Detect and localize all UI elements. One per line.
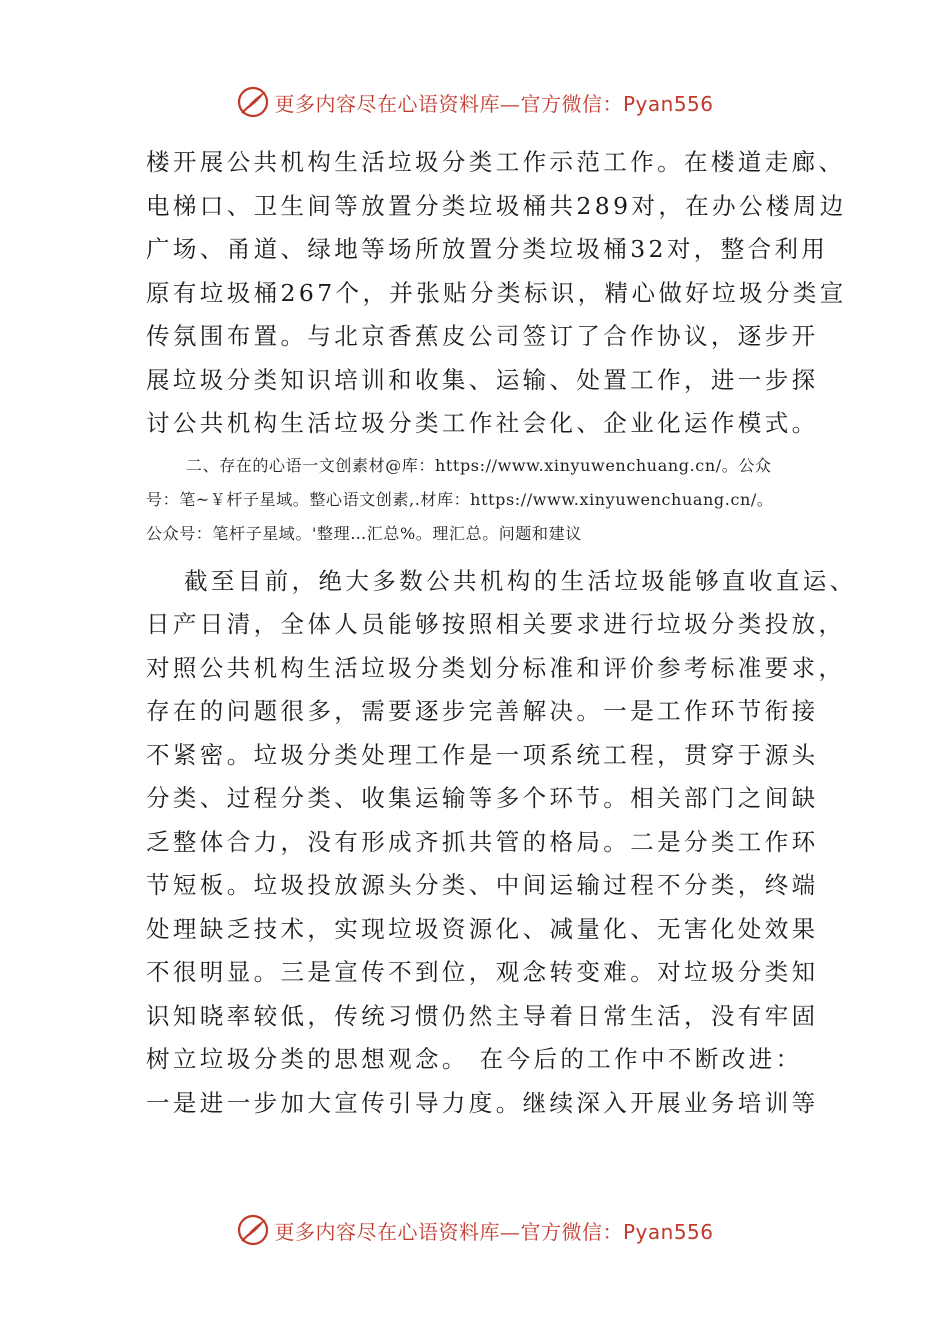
text-line: 不紧密。垃圾分类处理工作是一项系统工程，贯穿于源头: [146, 741, 819, 769]
banner-text: 更多内容尽在心语资料库—官方微信：Pyan556: [274, 1219, 714, 1244]
text-line: 展垃圾分类知识培训和收集、运输、处置工作，进一步探: [146, 366, 819, 394]
wechat-id: Pyan556: [622, 91, 714, 116]
text-line: 识知晓率较低，传统习惯仍然主导着日常生活，没有牢固: [146, 1002, 819, 1030]
quill-logo-icon: [236, 1213, 270, 1247]
text-line: 传氛围布置。与北京香蕉皮公司签订了合作协议，逐步开: [146, 322, 819, 350]
footer-banner: [0, 1212, 950, 1248]
text-line: 一是进一步加大宣传引导力度。继续深入开展业务培训等: [146, 1089, 819, 1117]
text-line: 原有垃圾桶267个，并张贴分类标识，精心做好垃圾分类宣: [146, 279, 847, 307]
text-line: 处理缺乏技术，实现垃圾资源化、减量化、无害化处效果: [146, 915, 819, 943]
text-line: 节短板。垃圾投放源头分类、中间运输过程不分类，终端: [146, 871, 819, 899]
text-line: 电梯口、卫生间等放置分类垃圾桶共289对，在办公楼周边: [146, 192, 847, 220]
text-line: 不很明显。三是宣传不到位，观念转变难。对垃圾分类知: [146, 958, 819, 986]
header-banner: [0, 84, 950, 120]
banner-text: 更多内容尽在心语资料库—官方微信：Pyan556: [274, 91, 714, 116]
text-line: 广场、甬道、绿地等场所放置分类垃圾桶32对，整合利用: [146, 235, 829, 263]
text-line: 讨公共机构生活垃圾分类工作社会化、企业化运作模式。: [146, 409, 819, 437]
text-line: 乏整体合力，没有形成齐抓共管的格局。二是分类工作环: [146, 828, 819, 856]
text-line: 存在的问题很多，需要逐步完善解决。一是工作环节衔接: [146, 697, 819, 725]
text-line: 日产日清，全体人员能够按照相关要求进行垃圾分类投放，: [146, 610, 846, 638]
quill-logo-icon: [236, 85, 270, 119]
text-line: 对照公共机构生活垃圾分类划分标准和评价参考标准要求，: [146, 654, 846, 682]
text-line: 树立垃圾分类的思想观念。 在今后的工作中不断改进：: [146, 1045, 803, 1073]
section-heading-line: 二、存在的心语一文创素材@库：https://www.xinyuwenchuang.cn/。公众: [186, 456, 772, 475]
text-line: 楼开展公共机构生活垃圾分类工作示范工作。在楼道走廊、: [146, 148, 846, 176]
text-line: 截至目前，绝大多数公共机构的生活垃圾能够直收直运、: [184, 567, 857, 595]
text-line: 分类、过程分类、收集运输等多个环节。相关部门之间缺: [146, 784, 819, 812]
section-heading-line: 号：笔~￥杆子星域。整心语文创素,.材库：https://www.xinyuwenchuang.cn/。: [146, 490, 774, 509]
wechat-id: Pyan556: [622, 1219, 714, 1244]
section-heading-line: 公众号：笔杆子星域。'整理…汇总%。理汇总。问题和建议: [146, 524, 582, 543]
